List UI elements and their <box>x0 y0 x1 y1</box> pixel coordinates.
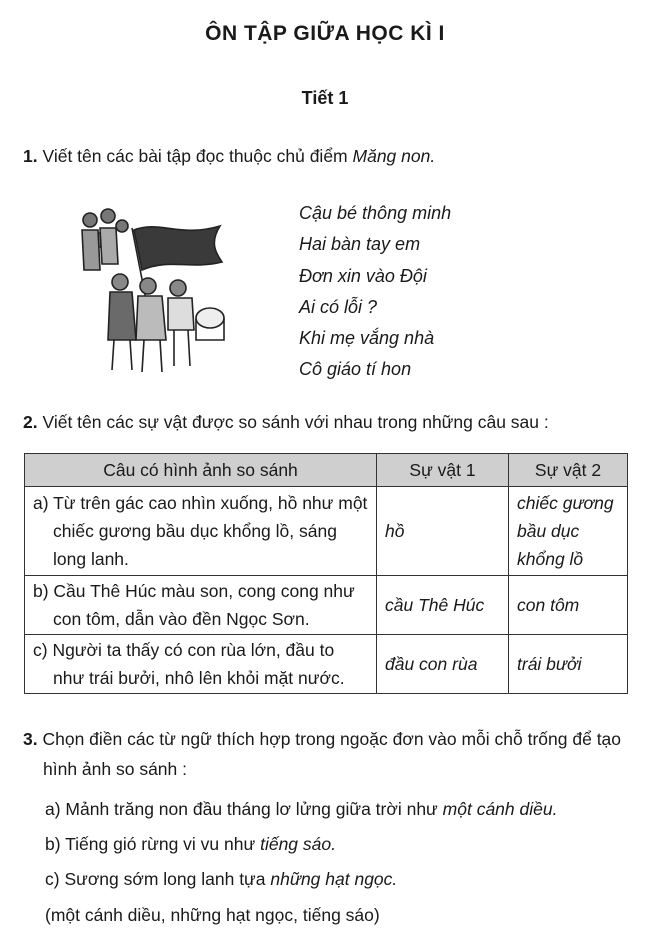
answer-prefix: c) Sương sớm long lanh tựa <box>45 869 266 889</box>
poem-title: Cô giáo tí hon <box>299 359 412 380</box>
sentence-text: b) Cầu Thê Húc màu son, cong cong như con tôm, dẫn vào đền Ngọc Sơn. <box>33 581 355 629</box>
answer-line-b <box>45 834 336 855</box>
sentence-cell <box>25 487 377 576</box>
question-3 <box>23 724 633 784</box>
thing2-cell: trái bưởi <box>509 635 628 694</box>
answer-line-c <box>45 869 397 890</box>
question-text: Viết tên các sự vật được so sánh với nhau trong những câu sau : <box>42 412 549 432</box>
answer-prefix: a) Mảnh trăng non đầu tháng lơ lửng giữa trời như <box>45 799 438 819</box>
table-header-row <box>25 454 628 487</box>
topic-name: Măng non. <box>352 146 436 166</box>
sentence-text: a) Từ trên gác cao nhìn xuống, hồ như một chiếc gương bầu dục khổng lồ, sáng long lanh. <box>33 493 368 569</box>
question-text: Viết tên các bài tập đọc thuộc chủ điểm <box>42 146 348 166</box>
column-header: Sự vật 1 <box>377 454 509 487</box>
thing1-cell: cầu Thê Húc <box>377 576 509 635</box>
answer-text: tiếng sáo. <box>260 834 336 854</box>
question-number: 2. <box>23 412 38 432</box>
sentence-cell <box>25 635 377 694</box>
thing2-cell: con tôm <box>509 576 628 635</box>
answer-line-a <box>45 799 557 820</box>
poem-title: Ai có lỗi ? <box>299 296 378 317</box>
answer-text: những hạt ngọc. <box>270 869 398 889</box>
poem-title: Hai bàn tay em <box>299 234 421 255</box>
options-list: (một cánh diều, những hạt ngọc, tiếng sáo) <box>45 905 380 925</box>
thing1-cell: đầu con rùa <box>377 635 509 694</box>
column-header: Sự vật 2 <box>509 454 628 487</box>
poem-title: Cậu bé thông minh <box>299 203 452 223</box>
sentence-text: c) Người ta thấy có con rùa lớn, đầu to như trái bưởi, nhô lên khỏi mặt nước. <box>33 640 345 688</box>
poem-title: Khi mẹ vắng nhà <box>299 328 435 349</box>
question-1 <box>23 141 435 171</box>
question-number: 3. <box>23 729 38 749</box>
pioneer-children-illustration <box>70 190 240 380</box>
table-row <box>25 487 628 576</box>
sentence-cell <box>25 576 377 635</box>
answer-text: một cánh diều. <box>442 799 558 819</box>
thing2-cell: chiếc gương bầu dục khổng lồ <box>509 487 628 576</box>
answer-prefix: b) Tiếng gió rừng vi vu như <box>45 834 256 854</box>
question-number: 1. <box>23 146 38 166</box>
question-text: Chọn điền các từ ngữ thích hợp trong ngoặc đơn vào mỗi chỗ trống để tạo hình ảnh so sánh : <box>42 729 622 779</box>
table-row <box>25 635 628 694</box>
question-2 <box>23 407 549 437</box>
table-row <box>25 576 628 635</box>
poem-list <box>299 198 451 386</box>
poem-title: Đơn xin vào Đội <box>299 265 427 286</box>
lesson-subtitle: Tiết 1 <box>301 88 349 108</box>
thing1-cell: hồ <box>377 487 509 576</box>
comparison-table <box>24 453 628 694</box>
page-title: ÔN TẬP GIỮA HỌC KÌ I <box>205 22 445 45</box>
column-header: Câu có hình ảnh so sánh <box>25 454 377 487</box>
